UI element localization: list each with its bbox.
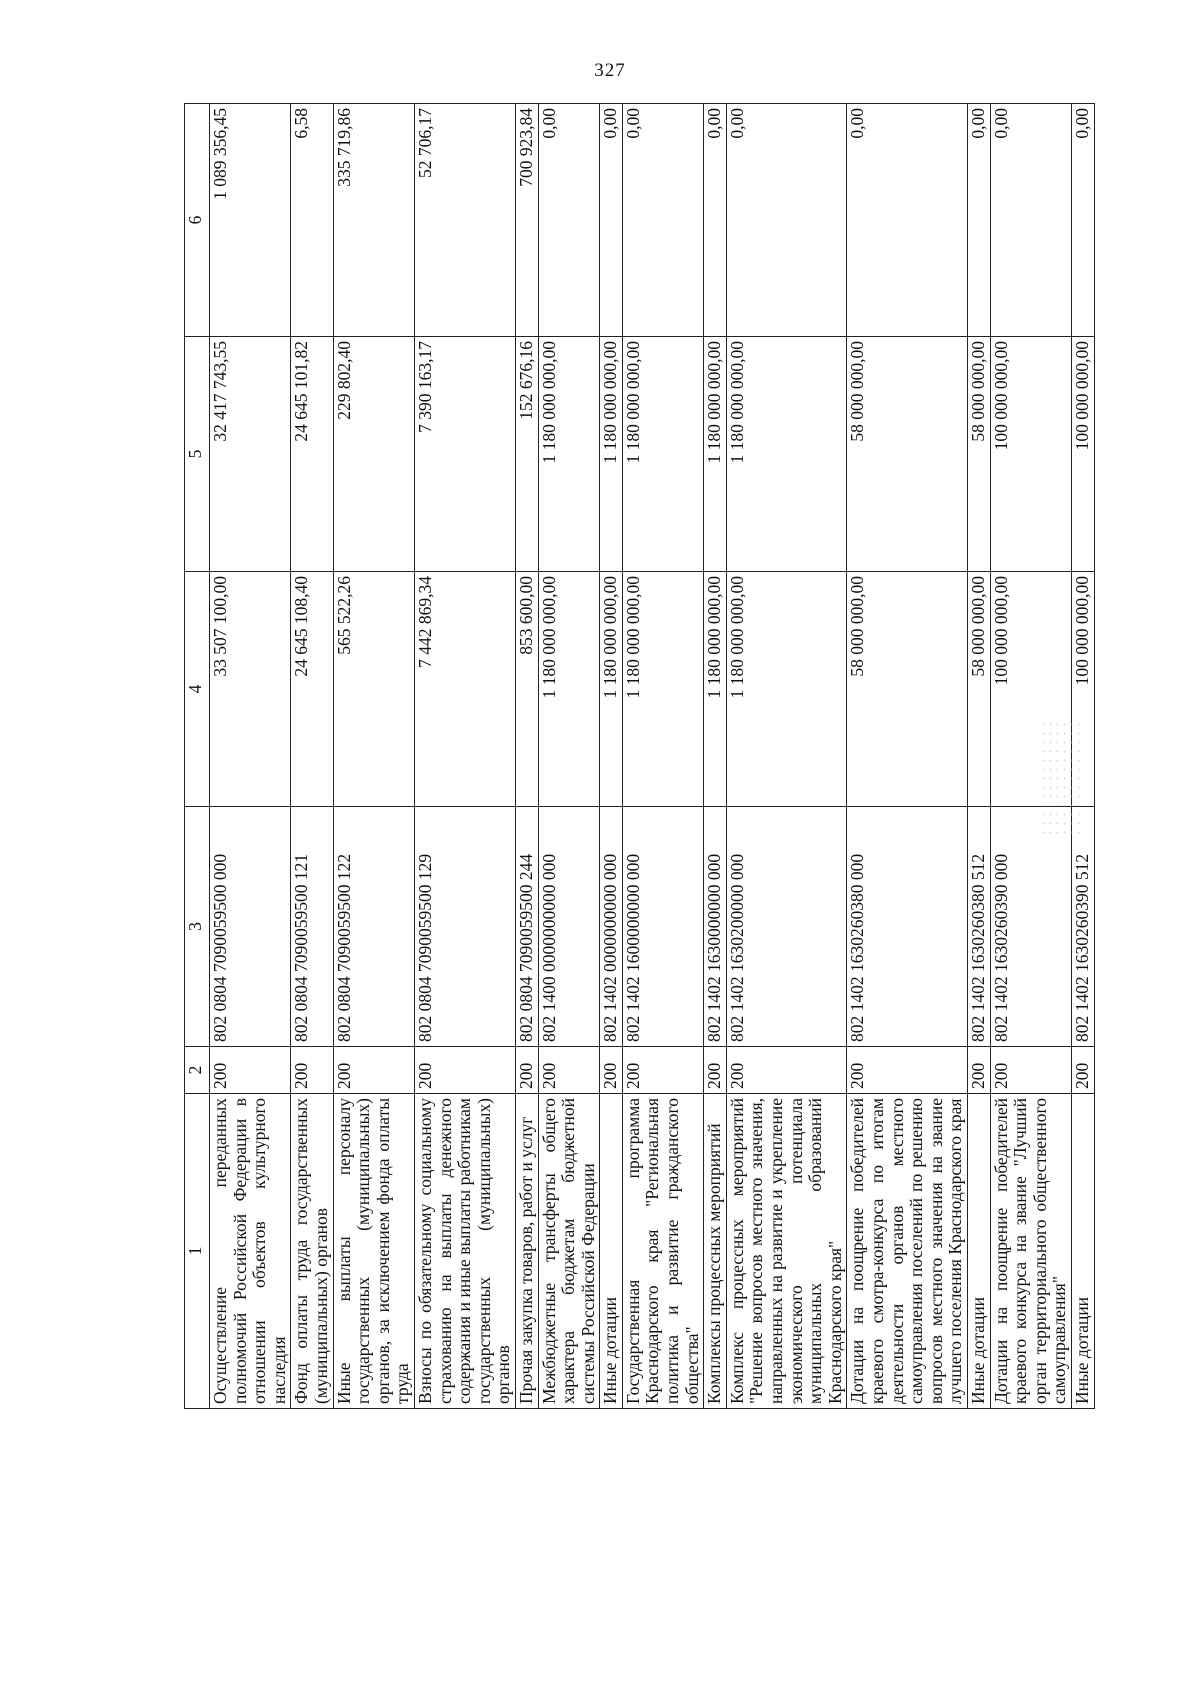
cell-admin-code: 200 <box>967 1047 990 1094</box>
header-col-2: 2 <box>185 1047 210 1094</box>
header-col-4: 4 <box>185 572 210 807</box>
cell-approved-amount: 1 180 000 000,00 <box>538 572 600 807</box>
table-row <box>847 104 968 1409</box>
header-col-1: 1 <box>185 1094 210 1409</box>
table-row <box>600 104 623 1409</box>
cell-executed-amount: 58 000 000,00 <box>847 337 968 572</box>
cell-admin-code: 200 <box>291 1047 333 1094</box>
cell-indicator-name: Взносы по обязательному социальному страхованию на выплаты денежного содержания и иные выплаты работникам государственных (муниципальных) органов <box>414 1094 515 1409</box>
cell-indicator-name: Комплексы процессных мероприятий <box>704 1094 727 1409</box>
cell-executed-amount: 1 180 000 000,00 <box>600 337 623 572</box>
cell-unexecuted-amount: 6,58 <box>291 104 333 337</box>
table-row <box>704 104 727 1409</box>
cell-executed-amount: 32 417 743,55 <box>210 337 291 572</box>
cell-classification-code: 802 1402 1630260380 512 <box>967 807 990 1047</box>
cell-admin-code: 200 <box>847 1047 968 1094</box>
cell-executed-amount: 58 000 000,00 <box>967 337 990 572</box>
cell-classification-code: 802 0804 7090059500 000 <box>210 807 291 1047</box>
cell-classification-code: 802 1402 1630000000 000 <box>704 807 727 1047</box>
table-row <box>967 104 990 1409</box>
cell-classification-code: 802 0804 7090059500 244 <box>515 807 538 1047</box>
cell-classification-code: 802 1402 1630200000 000 <box>726 807 847 1047</box>
table-row <box>538 104 600 1409</box>
header-col-3: 3 <box>185 807 210 1047</box>
cell-unexecuted-amount: 0,00 <box>704 104 727 337</box>
cell-classification-code: 802 1402 1630260390 000 <box>990 807 1071 1047</box>
cell-classification-code: 802 1402 0000000000 000 <box>600 807 623 1047</box>
cell-unexecuted-amount: 0,00 <box>726 104 847 337</box>
cell-admin-code: 200 <box>990 1047 1071 1094</box>
cell-approved-amount: 1 180 000 000,00 <box>704 572 727 807</box>
cell-classification-code: 802 1402 1630260390 512 <box>1071 807 1094 1047</box>
cell-executed-amount: 100 000 000,00 <box>1071 337 1094 572</box>
table-row <box>515 104 538 1409</box>
header-col-5: 5 <box>185 337 210 572</box>
cell-approved-amount: 33 507 100,00 <box>210 572 291 807</box>
cell-admin-code: 200 <box>704 1047 727 1094</box>
cell-admin-code: 200 <box>414 1047 515 1094</box>
scan-speckle <box>1040 720 1080 840</box>
cell-classification-code: 802 0804 7090059500 122 <box>333 807 414 1047</box>
cell-admin-code: 200 <box>515 1047 538 1094</box>
table-row <box>726 104 847 1409</box>
cell-unexecuted-amount: 1 089 356,45 <box>210 104 291 337</box>
cell-indicator-name: Комплекс процессных мероприятий "Решение вопросов местного значения, направленных на развитие и укрепление экономического потенциала муниципальных образований Краснодарского края" <box>726 1094 847 1409</box>
cell-classification-code: 802 1402 1630260380 000 <box>847 807 968 1047</box>
table-header-row <box>185 104 210 1409</box>
cell-admin-code: 200 <box>726 1047 847 1094</box>
cell-indicator-name: Дотации на поощрение победителей краевого смотра-конкурса по итогам деятельности органов местного самоуправления поселений по решению вопросов местного значения на звание лучшего поселения Краснодарского края <box>847 1094 968 1409</box>
cell-executed-amount: 1 180 000 000,00 <box>726 337 847 572</box>
cell-approved-amount: 1 180 000 000,00 <box>726 572 847 807</box>
cell-approved-amount: 58 000 000,00 <box>847 572 968 807</box>
cell-approved-amount: 58 000 000,00 <box>967 572 990 807</box>
page-number: 327 <box>594 60 626 81</box>
cell-indicator-name: Иные дотации <box>600 1094 623 1409</box>
cell-indicator-name: Дотации на поощрение победителей краевого конкурса на звание "Лучший орган территориального общественного самоуправления" <box>990 1094 1071 1409</box>
table-row <box>622 104 703 1409</box>
cell-classification-code: 802 0804 7090059500 121 <box>291 807 333 1047</box>
cell-indicator-name: Иные выплаты персоналу государственных (муниципальных) органов, за исключением фонда оплаты труда <box>333 1094 414 1409</box>
cell-indicator-name: Осуществление переданных полномочий Российской Федерации в отношении объектов культурного наследия <box>210 1094 291 1409</box>
cell-executed-amount: 7 390 163,17 <box>414 337 515 572</box>
cell-approved-amount: 853 600,00 <box>515 572 538 807</box>
cell-executed-amount: 1 180 000 000,00 <box>622 337 703 572</box>
table-body <box>210 104 1095 1409</box>
cell-executed-amount: 229 802,40 <box>333 337 414 572</box>
cell-unexecuted-amount: 0,00 <box>538 104 600 337</box>
table-row <box>333 104 414 1409</box>
table-row <box>414 104 515 1409</box>
cell-unexecuted-amount: 0,00 <box>967 104 990 337</box>
cell-admin-code: 200 <box>333 1047 414 1094</box>
cell-approved-amount: 1 180 000 000,00 <box>622 572 703 807</box>
rotated-document-sheet <box>184 104 1104 1409</box>
cell-approved-amount: 1 180 000 000,00 <box>600 572 623 807</box>
cell-admin-code: 200 <box>600 1047 623 1094</box>
cell-executed-amount: 24 645 101,82 <box>291 337 333 572</box>
cell-unexecuted-amount: 0,00 <box>600 104 623 337</box>
cell-indicator-name: Иные дотации <box>967 1094 990 1409</box>
cell-admin-code: 200 <box>210 1047 291 1094</box>
cell-admin-code: 200 <box>538 1047 600 1094</box>
cell-indicator-name: Фонд оплаты труда государственных (муниципальных) органов <box>291 1094 333 1409</box>
cell-unexecuted-amount: 0,00 <box>847 104 968 337</box>
cell-admin-code: 200 <box>1071 1047 1094 1094</box>
header-col-6: 6 <box>185 104 210 337</box>
budget-execution-table <box>184 103 1095 1409</box>
cell-classification-code: 802 1402 1600000000 000 <box>622 807 703 1047</box>
cell-admin-code: 200 <box>622 1047 703 1094</box>
cell-approved-amount: 7 442 869,34 <box>414 572 515 807</box>
cell-approved-amount: 24 645 108,40 <box>291 572 333 807</box>
cell-executed-amount: 152 676,16 <box>515 337 538 572</box>
cell-executed-amount: 1 180 000 000,00 <box>538 337 600 572</box>
table-row <box>210 104 291 1409</box>
cell-classification-code: 802 0804 7090059500 129 <box>414 807 515 1047</box>
cell-indicator-name: Иные дотации <box>1071 1094 1094 1409</box>
cell-unexecuted-amount: 0,00 <box>1071 104 1094 337</box>
cell-executed-amount: 100 000 000,00 <box>990 337 1071 572</box>
cell-unexecuted-amount: 700 923,84 <box>515 104 538 337</box>
cell-unexecuted-amount: 0,00 <box>990 104 1071 337</box>
cell-indicator-name: Прочая закупка товаров, работ и услуг <box>515 1094 538 1409</box>
cell-classification-code: 802 1400 0000000000 000 <box>538 807 600 1047</box>
cell-indicator-name: Государственная программа Краснодарского края "Региональная политика и развитие гражданского общества" <box>622 1094 703 1409</box>
cell-executed-amount: 1 180 000 000,00 <box>704 337 727 572</box>
cell-approved-amount: 100 000 000,00 <box>1071 572 1094 807</box>
cell-approved-amount: 565 522,26 <box>333 572 414 807</box>
cell-approved-amount: 100 000 000,00 <box>990 572 1071 807</box>
cell-unexecuted-amount: 52 706,17 <box>414 104 515 337</box>
cell-unexecuted-amount: 0,00 <box>622 104 703 337</box>
table-row <box>291 104 333 1409</box>
cell-indicator-name: Межбюджетные трансферты общего характера бюджетам бюджетной системы Российской Федерации <box>538 1094 600 1409</box>
cell-unexecuted-amount: 335 719,86 <box>333 104 414 337</box>
